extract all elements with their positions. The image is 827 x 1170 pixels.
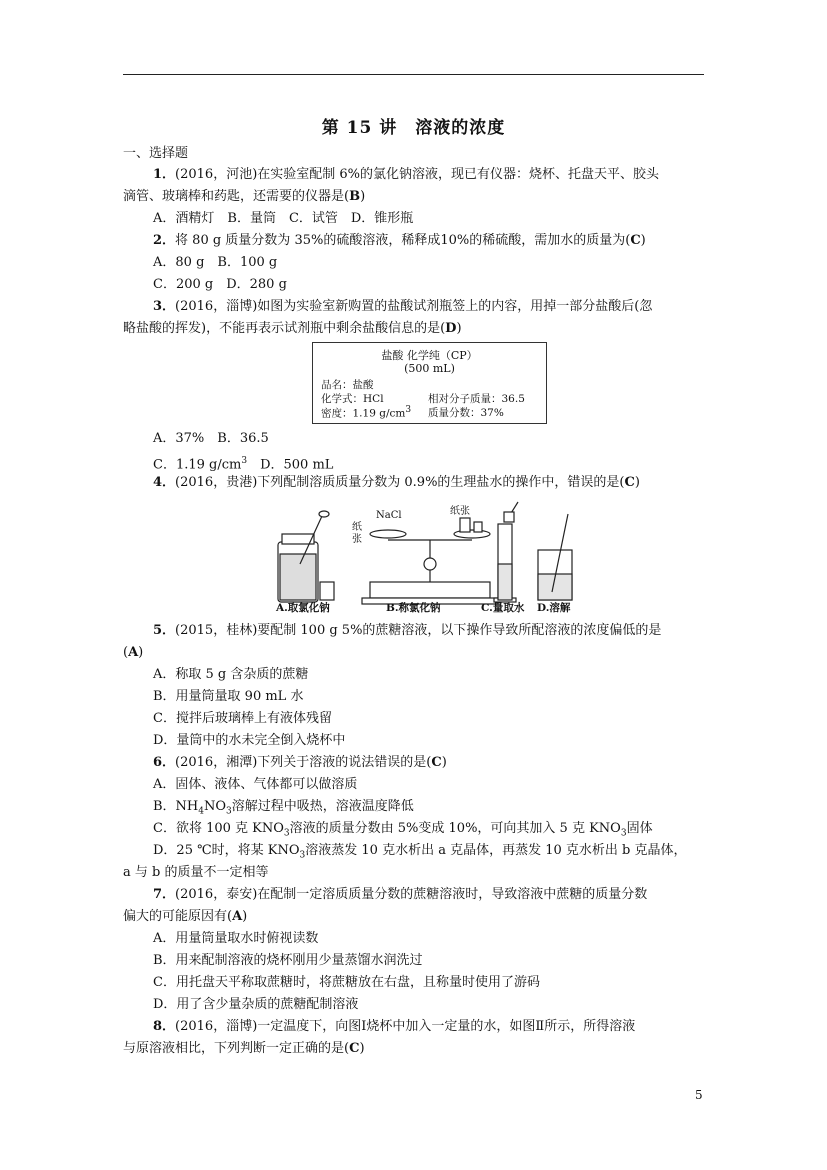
question-6-option-d-cont: a 与 b 的质量不一定相等: [123, 865, 269, 880]
page-title: 第 15 讲 溶液的浓度: [321, 118, 506, 138]
question-3-cont: 略盐酸的挥发)，不能再表示试剂瓶中剩余盐酸信息的是(D): [123, 321, 462, 336]
question-6-option-b: B．$NH_4NO_3$溶解过程中吸热，溶液温度降低: [153, 799, 414, 817]
reagent-label: [312, 342, 547, 424]
section-heading: 一、选择题: [123, 146, 189, 161]
graduated-cylinder-illustration: [494, 502, 518, 602]
nacl-label: NaCl: [376, 510, 402, 521]
question-6-option-d: D．25 ℃时，将某 $KNO_3$溶液蒸发 10 克水析出 a 克晶体，再蒸发 10 克水析出 b 克晶体，: [153, 843, 687, 861]
question-3: 3．(2016，淄博)如图为实验室新购置的盐酸试剂瓶签上的内容，用掉一部分盐酸后(忽: [153, 299, 653, 314]
question-7-option-c: C．用托盘天平称取蔗糖时，将蔗糖放在右盘，且称量时使用了游码: [153, 975, 540, 990]
question-7: 7．(2016，泰安)在配制一定溶质质量分数的蔗糖溶液时，导致溶液中蔗糖的质量分数: [153, 887, 648, 902]
question-7-option-a: A．用量筒量取水时俯视读数: [153, 931, 319, 946]
question-2-options-a: A．80 g B．100 g: [153, 255, 278, 270]
question-1: 1．(2016，河池)在实验室配制 6%的氯化钠溶液，现已有仪器：烧杯、托盘天平、胶头: [153, 167, 660, 182]
question-5-option-d: D．量筒中的水未完全倒入烧杯中: [153, 733, 346, 748]
reagent-label-fraction: 质量分数：37%: [428, 407, 504, 419]
lab-operations-figure: [270, 494, 580, 616]
question-1-cont: 滴管、玻璃棒和药匙，还需要的仪器是(B): [123, 189, 366, 204]
question-2: 2．将 80 g 质量分数为 35%的硫酸溶液，稀释成10%的稀硫酸，需加水的质量为(C): [153, 233, 646, 248]
question-5-option-b: B．用量筒量取 90 mL 水: [153, 689, 304, 704]
question-3-options-b: C．1.19 $g/cm^3$ D．500 mL: [153, 456, 334, 473]
question-4: 4．(2016，贵港)下列配制溶质质量分数为 0.9%的生理盐水的操作中，错误的是(C): [153, 475, 640, 490]
question-5-option-c: C．搅拌后玻璃棒上有液体残留: [153, 711, 332, 726]
question-7-cont: 偏大的可能原因有(A): [123, 909, 248, 924]
question-2-options-b: C．200 g D．280 g: [153, 277, 287, 292]
paper-label-1: 纸: [352, 522, 362, 533]
reagent-label-mw: 相对分子质量：36.5: [428, 393, 525, 405]
question-3-options-a: A．37% B．36.5: [153, 431, 269, 446]
page-number: 5: [695, 1088, 703, 1102]
question-7-option-b: B．用来配制溶液的烧杯刚用少量蒸馏水润洗过: [153, 953, 423, 968]
reagent-label-name: 品名：盐酸: [321, 379, 374, 391]
reagent-label-volume: (500 mL): [404, 362, 455, 375]
figure-caption-c: C.量取水: [481, 602, 525, 614]
figure-caption-b: B.称氯化钠: [386, 602, 441, 614]
figure-caption-d: D.溶解: [537, 602, 571, 614]
question-1-options: A．酒精灯 B．量筒 C．试管 D．锥形瓶: [153, 211, 414, 226]
paper-label-2: 张: [352, 534, 362, 545]
reagent-label-density: 密度：1.19 $g/cm^3$: [321, 405, 412, 420]
question-8-cont: 与原溶液相比，下列判断一定正确的是(C): [123, 1041, 365, 1056]
paper-label-3: 纸张: [450, 506, 470, 517]
beaker-illustration: [538, 514, 572, 600]
header-rule: [123, 74, 704, 75]
reagent-jar-illustration: [278, 511, 334, 602]
question-5: 5．(2015，桂林)要配制 100 g 5%的蔗糖溶液，以下操作导致所配溶液的浓度偏低的是: [153, 623, 662, 638]
question-7-option-d: D．用了含少量杂质的蔗糖配制溶液: [153, 997, 359, 1012]
question-5-option-a: A．称取 5 g 含杂质的蔗糖: [153, 667, 309, 682]
balance-illustration: [362, 518, 498, 604]
question-6-option-c: C．欲将 100 克 $KNO_3$溶液的质量分数由 5%变成 10%，可向其加入 5 克 $KNO_3$固体: [153, 821, 653, 839]
question-6: 6．(2016，湘潭)下列关于溶液的说法错误的是(C): [153, 755, 447, 770]
question-5-answer: (A): [123, 645, 144, 660]
figure-caption-a: A.取氯化钠: [276, 602, 330, 614]
question-8: 8．(2016，淄博)一定温度下，向图Ⅰ烧杯中加入一定量的水，如图Ⅱ所示，所得溶液: [153, 1019, 636, 1034]
question-6-option-a: A．固体、液体、气体都可以做溶质: [153, 777, 358, 792]
reagent-label-title: 盐酸 化学纯（CP）: [381, 349, 478, 362]
reagent-label-formula: 化学式：HCl: [321, 393, 384, 405]
